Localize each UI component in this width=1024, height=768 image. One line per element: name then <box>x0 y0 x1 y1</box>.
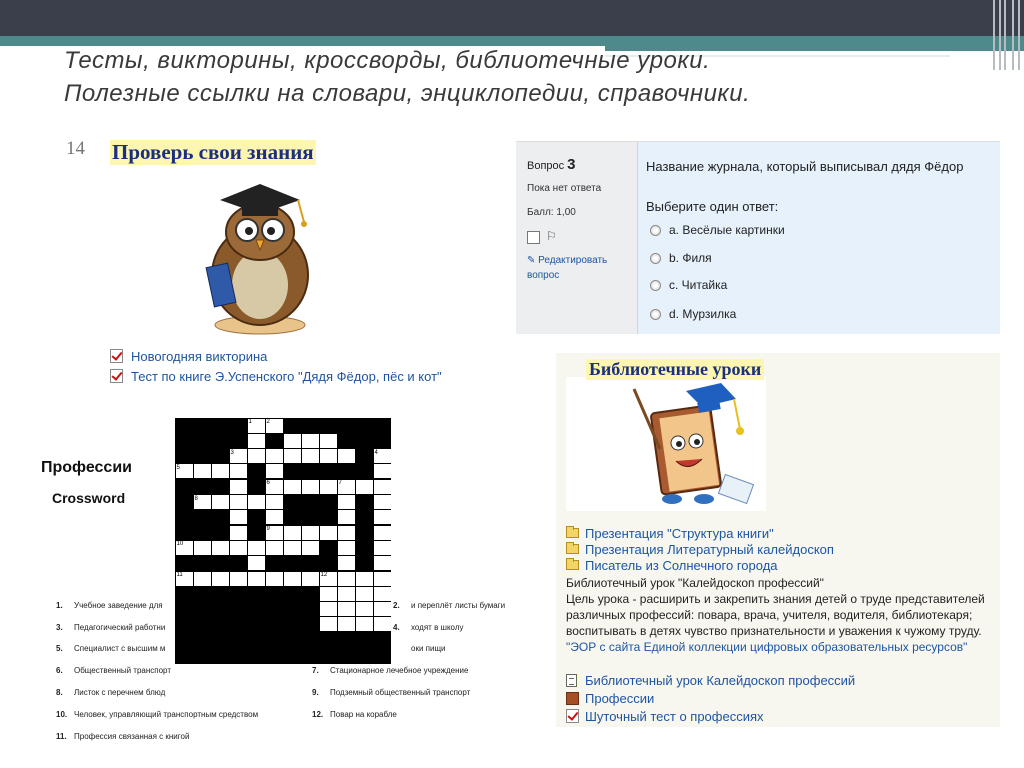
book-illustration-frame <box>566 377 766 511</box>
crossword-cell[interactable] <box>302 449 319 463</box>
resource-link-lesson[interactable]: Библиотечный урок Калейдоскоп профессий <box>585 672 856 688</box>
answer-option-a[interactable] <box>650 223 785 237</box>
answer-option-label: d. Мурзилка <box>669 307 737 321</box>
crossword-cell[interactable] <box>248 434 265 448</box>
clue-item <box>56 710 258 719</box>
crossword-cell[interactable] <box>230 526 247 540</box>
crossword-cell[interactable] <box>230 480 247 494</box>
test-check-icon <box>110 349 123 363</box>
crossword-cell[interactable] <box>374 510 391 524</box>
question-panel <box>516 141 1000 334</box>
answer-option-label: a. Весёлые картинки <box>669 223 785 237</box>
clue-item <box>393 601 505 610</box>
crossword-cell[interactable] <box>320 602 337 616</box>
crossword-cell[interactable] <box>338 587 355 601</box>
radio-button[interactable] <box>650 225 661 236</box>
clue-text: Человек, управляющий транспортным средством <box>74 710 259 719</box>
library-lessons-panel <box>556 353 1000 727</box>
crossword-cell[interactable] <box>284 449 301 463</box>
clue-number: 1. <box>56 601 63 610</box>
answer-option-c[interactable] <box>650 278 727 292</box>
quiz-links <box>110 346 442 386</box>
answer-option-b[interactable] <box>650 251 712 265</box>
crossword-cell-number: 9 <box>266 526 270 533</box>
crossword-cell[interactable] <box>284 526 301 540</box>
library-heading: Библиотечные уроки <box>586 359 764 380</box>
eor-link[interactable]: "ЭОР с сайта Единой коллекции цифровых образовательных ресурсов" <box>566 640 968 654</box>
crossword-cell[interactable] <box>338 602 355 616</box>
clue-number: 5. <box>56 644 63 653</box>
flag-checkbox[interactable] <box>527 231 540 244</box>
quiz-heading: Проверь свои знания <box>112 140 314 164</box>
folder-link-kaleidoscope[interactable]: Презентация Литературный калейдоскоп <box>585 541 834 557</box>
crossword-cell[interactable] <box>266 541 283 555</box>
slide-top-bar <box>0 0 1024 36</box>
clue-text: Специалист с высшим м <box>74 644 166 653</box>
crossword-cell[interactable] <box>194 464 211 478</box>
crossword-cell[interactable] <box>374 526 391 540</box>
crossword-cell-number: 4 <box>374 449 378 456</box>
crossword-cell[interactable] <box>248 495 265 509</box>
clue-item <box>56 601 163 610</box>
flag-icon[interactable]: ⚐ <box>546 229 557 243</box>
edit-question-label: Редактировать вопрос <box>527 255 608 281</box>
edit-icon: ✎ <box>527 255 539 266</box>
crossword-cell[interactable] <box>374 480 391 494</box>
clue-item <box>312 666 468 675</box>
edit-question-link[interactable] <box>527 253 632 283</box>
question-text: Название журнала, который выписывал дядя Фёдор <box>646 159 964 174</box>
question-label: Вопрос <box>527 160 565 172</box>
quiz-link-row[interactable] <box>110 346 442 366</box>
image-icon <box>566 692 579 705</box>
clue-number: 8. <box>56 688 63 697</box>
lesson-description <box>566 575 996 655</box>
resource-row[interactable] <box>566 707 855 725</box>
crossword-cell[interactable] <box>338 572 355 586</box>
crossword-cell[interactable] <box>284 480 301 494</box>
lesson-title: Библиотечный урок "Калейдоскоп профессий" <box>566 576 824 590</box>
resource-row[interactable] <box>566 671 855 689</box>
answer-option-label: c. Читайка <box>669 278 728 292</box>
clue-number: 10. <box>56 710 68 719</box>
crossword-cell[interactable] <box>302 541 319 555</box>
test-check-icon <box>566 709 579 723</box>
clue-item <box>56 688 165 697</box>
book-character-illustration <box>626 379 776 513</box>
crossword-cell[interactable] <box>320 526 337 540</box>
resource-row[interactable] <box>566 689 855 707</box>
crossword-cell[interactable] <box>374 617 391 631</box>
clue-text: оки пищи <box>411 644 446 653</box>
slide-title <box>64 44 964 110</box>
quiz-link-row[interactable] <box>110 366 442 386</box>
crossword-cell[interactable] <box>230 464 247 478</box>
crossword-cell[interactable] <box>338 617 355 631</box>
clue-item <box>56 666 171 675</box>
crossword-cell[interactable] <box>374 541 391 555</box>
answer-status: Пока нет ответа <box>527 183 602 194</box>
clue-number: 9. <box>312 688 319 697</box>
clue-number: 2. <box>393 601 400 610</box>
clue-number <box>393 644 411 653</box>
crossword-cell[interactable] <box>374 587 391 601</box>
crossword-cell[interactable] <box>284 541 301 555</box>
crossword-cell[interactable] <box>320 449 337 463</box>
crossword-cell[interactable] <box>356 602 373 616</box>
clue-number: 11. <box>56 732 67 741</box>
crossword-cell-number: 11 <box>176 572 183 578</box>
test-check-icon <box>110 369 123 383</box>
crossword-cell[interactable] <box>212 541 229 555</box>
crossword-cell-number: 6 <box>266 480 270 487</box>
crossword-cell[interactable] <box>248 556 265 570</box>
crossword-cell[interactable] <box>320 434 337 448</box>
radio-button[interactable] <box>650 280 661 291</box>
folder-icon <box>566 560 579 570</box>
slide-title-line1: Тесты, викторины, кроссворды, библиотечные уроки. <box>64 47 711 74</box>
crossword-cell[interactable] <box>194 572 211 586</box>
crossword-cell[interactable] <box>212 464 229 478</box>
slide-title-line2: Полезные ссылки на словари, энциклопедии, справочники. <box>64 80 751 107</box>
clue-text: и переплёт листы бумаги <box>411 601 506 610</box>
crossword-cell-number: 5 <box>176 464 180 471</box>
crossword-cell[interactable] <box>212 572 229 586</box>
folder-link-row[interactable] <box>566 541 996 557</box>
crossword-cell-number: 2 <box>266 419 270 425</box>
clue-number: 6. <box>56 666 63 675</box>
clue-text: Учебное заведение для <box>74 601 163 610</box>
clue-text: Общественный транспорт <box>74 666 171 675</box>
clue-item <box>56 623 165 632</box>
crossword-cell[interactable] <box>302 526 319 540</box>
clue-item <box>56 644 165 653</box>
crossword-cell[interactable] <box>320 480 337 494</box>
lesson-goal-line: Цель урока - расширить и закрепить знания детей о труде представителей <box>566 592 985 606</box>
page-number: 14 <box>66 138 85 159</box>
crossword-cell[interactable] <box>266 510 283 524</box>
folder-link-writer[interactable]: Писатель из Солнечного города <box>585 557 778 573</box>
clue-text: Повар на корабле <box>330 710 397 719</box>
crossword-cell[interactable] <box>356 572 373 586</box>
crossword-cell-number: 10 <box>176 541 184 548</box>
question-info <box>516 142 638 334</box>
crossword-cell[interactable] <box>302 480 319 494</box>
crossword-cell[interactable] <box>194 541 211 555</box>
question-score: Балл: 1,00 <box>527 207 576 218</box>
question-content <box>638 142 1000 334</box>
clue-item <box>312 688 470 697</box>
clue-number: 12. <box>312 710 324 719</box>
crossword-title: Профессии <box>41 459 132 476</box>
crossword-cell[interactable] <box>266 495 283 509</box>
crossword-cell[interactable] <box>284 572 301 586</box>
crossword-cell[interactable] <box>302 434 319 448</box>
crossword-cell[interactable] <box>338 449 355 463</box>
clue-number: 4. <box>393 623 400 632</box>
crossword-cell[interactable] <box>338 526 355 540</box>
document-icon <box>566 674 577 687</box>
clue-text: ходят в школу <box>411 623 464 632</box>
crossword-cell[interactable] <box>266 464 283 478</box>
clue-number: 3. <box>56 623 63 632</box>
quiz-link-new-year[interactable]: Новогодняя викторина <box>131 348 268 364</box>
crossword-cell[interactable] <box>320 587 337 601</box>
crossword-cell[interactable] <box>338 556 355 570</box>
folder-icon <box>566 544 579 554</box>
crossword-cell-number: 12 <box>320 572 328 578</box>
crossword-cell[interactable] <box>356 587 373 601</box>
slide-corner-stripes <box>990 0 1024 70</box>
crossword-cell-number: 1 <box>248 419 252 425</box>
clue-text: Профессия связанная с книгой <box>74 732 190 741</box>
crossword-cell[interactable] <box>374 495 391 509</box>
resource-link-professions[interactable]: Профессии <box>585 690 655 706</box>
crossword-cell[interactable] <box>356 480 373 494</box>
crossword-cell[interactable] <box>230 510 247 524</box>
folder-link-structure[interactable]: Презентация "Структура книги" <box>585 525 774 541</box>
answer-option-d[interactable] <box>650 307 736 321</box>
crossword-cell[interactable] <box>248 541 265 555</box>
crossword-cell-number: 7 <box>338 480 342 487</box>
folder-link-row[interactable] <box>566 525 996 541</box>
radio-button[interactable] <box>650 309 661 320</box>
crossword-cell[interactable] <box>374 556 391 570</box>
crossword-cell[interactable] <box>248 572 265 586</box>
folder-link-row[interactable] <box>566 557 996 573</box>
crossword-cell[interactable] <box>248 449 265 463</box>
clue-text: Листок с перечнем блюд <box>74 688 166 697</box>
clue-text: Стационарное лечебное учреждение <box>330 666 469 675</box>
crossword-grid <box>175 418 391 664</box>
lesson-resources <box>566 671 855 725</box>
crossword-cell[interactable] <box>230 572 247 586</box>
quiz-link-uspensky[interactable]: Тест по книге Э.Успенского "Дядя Фёдор, пёс и кот" <box>131 368 442 384</box>
clue-item <box>393 623 464 632</box>
clue-item <box>393 644 446 653</box>
crossword-cell[interactable] <box>302 572 319 586</box>
crossword-cell[interactable] <box>212 495 229 509</box>
crossword-cell-number: 8 <box>194 495 198 502</box>
crossword-cell[interactable] <box>374 464 391 478</box>
crossword-cell[interactable] <box>230 495 247 509</box>
radio-button[interactable] <box>650 253 661 264</box>
answer-prompt: Выберите один ответ: <box>646 199 779 214</box>
crossword-cell[interactable] <box>284 434 301 448</box>
crossword-subtitle: Crossword <box>52 490 126 506</box>
crossword-cell[interactable] <box>374 602 391 616</box>
clue-text: Педагогический работни <box>74 623 166 632</box>
question-number <box>527 156 576 173</box>
crossword-cell[interactable] <box>230 541 247 555</box>
question-number-value: 3 <box>567 156 576 173</box>
owl-scholar-illustration <box>190 170 330 335</box>
clue-text: Подземный общественный транспорт <box>330 688 471 697</box>
resource-link-joke-test[interactable]: Шуточный тест о профессиях <box>585 708 764 724</box>
clue-item <box>56 732 189 741</box>
crossword-cell[interactable] <box>338 510 355 524</box>
clue-number: 7. <box>312 666 319 675</box>
crossword-cell[interactable] <box>356 617 373 631</box>
folder-icon <box>566 528 579 538</box>
crossword-cell[interactable] <box>338 541 355 555</box>
presentation-links <box>566 525 996 573</box>
crossword-cell[interactable] <box>266 572 283 586</box>
crossword-cell[interactable] <box>266 449 283 463</box>
crossword-cell[interactable] <box>374 572 391 586</box>
crossword-cell[interactable] <box>338 495 355 509</box>
clue-item <box>312 710 397 719</box>
crossword-cell[interactable] <box>320 617 337 631</box>
lesson-goal-line: различных профессий: повара, врача, учителя, водителя, библиотекаря; <box>566 608 973 622</box>
crossword-cell-number: 3 <box>230 449 234 456</box>
answer-option-label: b. Филя <box>669 251 712 265</box>
lesson-goal-line: воспитывать в детях чувство признательности и уважения к чужому труду. <box>566 624 982 638</box>
